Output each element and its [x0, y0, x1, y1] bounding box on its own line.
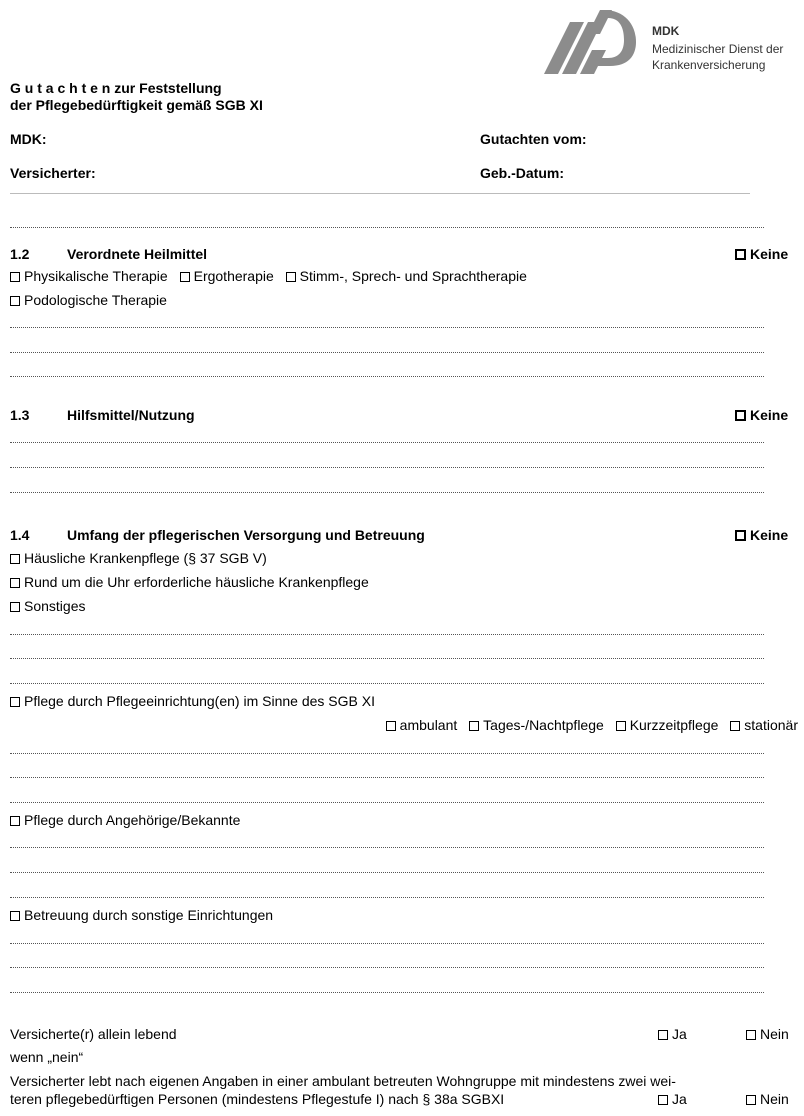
fill-line[interactable]: [10, 634, 764, 635]
option-kurzzeitpflege[interactable]: Kurzzeitpflege: [616, 717, 719, 733]
option-rund-um-die-uhr[interactable]: Rund um die Uhr erforderliche häusliche Krankenpflege: [10, 574, 369, 590]
option-sonstiges[interactable]: Sonstiges: [10, 598, 85, 614]
versicherter-label: Versicherter:: [10, 165, 96, 181]
option-physikalische-therapie[interactable]: Physikalische Therapie: [10, 268, 168, 284]
checkbox[interactable]: [10, 602, 20, 612]
fill-line[interactable]: [10, 847, 764, 848]
gutachten-date-label: Gutachten vom:: [480, 131, 587, 147]
logo-abbr: MDK: [652, 24, 680, 38]
section-1-2-number: 1.2: [10, 246, 30, 262]
title-rest: zur Feststellung: [110, 80, 222, 96]
checkbox[interactable]: [180, 272, 190, 282]
fill-line[interactable]: [10, 327, 764, 328]
allein-ja-option[interactable]: Ja: [658, 1026, 687, 1042]
wenn-nein-label: wenn „nein“: [10, 1049, 84, 1065]
section-1-2-title: Verordnete Heilmittel: [67, 246, 208, 262]
checkbox[interactable]: [730, 721, 740, 731]
checkbox[interactable]: [469, 721, 479, 731]
fill-line[interactable]: [10, 467, 764, 468]
logo-line1: Medizinischer Dienst der: [652, 42, 784, 56]
checkbox[interactable]: [735, 249, 746, 260]
wohngruppe-line-2: teren pflegebedürftigen Personen (mindestens Pflegestufe I) nach § 38a SGBXI: [10, 1091, 505, 1107]
checkbox[interactable]: [10, 554, 20, 564]
heilmittel-options-row: [10, 268, 535, 284]
option-stationaer[interactable]: stationär: [730, 717, 798, 733]
section-1-4-title: Umfang der pflegerischen Versorgung und Betreuung: [67, 527, 425, 543]
option-ambulant[interactable]: ambulant: [386, 717, 458, 733]
section-1-4-none[interactable]: [735, 527, 788, 543]
checkbox[interactable]: [286, 272, 296, 282]
fill-line[interactable]: [10, 658, 764, 659]
section-1-4-number: 1.4: [10, 527, 30, 543]
section-1-2-none[interactable]: [735, 246, 788, 262]
fill-line[interactable]: [10, 802, 764, 803]
checkbox[interactable]: [10, 296, 20, 306]
checkbox[interactable]: [10, 578, 20, 588]
wohngruppe-line-1: Versicherter lebt nach eigenen Angaben in einer ambulant betreuten Wohngruppe mit mindestens zwei wei-: [10, 1073, 676, 1089]
fill-line[interactable]: [10, 753, 764, 754]
fill-line[interactable]: [10, 352, 764, 353]
section-1-3-title: Hilfsmittel/Nutzung: [67, 407, 195, 423]
option-pflegeeinrichtung[interactable]: Pflege durch Pflegeeinrichtung(en) im Sinne des SGB XI: [10, 693, 375, 709]
option-angehoerige[interactable]: Pflege durch Angehörige/Bekannte: [10, 812, 240, 828]
page-subtitle: der Pflegebedürftigkeit gemäß SGB XI: [10, 97, 263, 113]
fill-line[interactable]: [10, 897, 764, 898]
checkbox[interactable]: [746, 1095, 756, 1105]
title-spaced: G u t a c h t e n: [10, 80, 111, 96]
einrichtung-types-row: [386, 717, 798, 733]
section-1-3-number: 1.3: [10, 407, 30, 423]
option-podologische-therapie[interactable]: Podologische Therapie: [10, 292, 167, 308]
header-divider: [10, 193, 750, 194]
geb-datum-label: Geb.-Datum:: [480, 165, 564, 181]
logo-line2: Krankenversicherung: [652, 58, 766, 72]
fill-line[interactable]: [10, 967, 764, 968]
checkbox[interactable]: [10, 272, 20, 282]
checkbox[interactable]: [735, 410, 746, 421]
section-1-3-none[interactable]: [735, 407, 788, 423]
checkbox[interactable]: [746, 1030, 756, 1040]
option-betreuung-einrichtungen[interactable]: Betreuung durch sonstige Einrichtungen: [10, 907, 273, 923]
fill-line[interactable]: [10, 777, 764, 778]
checkbox[interactable]: [10, 911, 20, 921]
checkbox[interactable]: [735, 530, 746, 541]
checkbox[interactable]: [658, 1095, 668, 1105]
none-label: Keine: [750, 527, 789, 543]
checkbox[interactable]: [10, 697, 20, 707]
fill-line[interactable]: [10, 683, 764, 684]
none-label: Keine: [750, 407, 789, 423]
wohngruppe-ja-option[interactable]: Ja: [658, 1091, 687, 1107]
option-ergotherapie[interactable]: Ergotherapie: [180, 268, 274, 284]
fill-line[interactable]: [10, 442, 764, 443]
allein-nein-option[interactable]: Nein: [746, 1026, 789, 1042]
page-title: [10, 80, 222, 96]
mdk-logo: [540, 6, 800, 78]
option-stimm-sprech-sprachtherapie[interactable]: Stimm-, Sprech- und Sprachtherapie: [286, 268, 527, 284]
checkbox[interactable]: [616, 721, 626, 731]
none-label: Keine: [750, 246, 789, 262]
mdk-logo-icon: [540, 6, 640, 78]
allein-lebend-label: Versicherte(r) allein lebend: [10, 1026, 177, 1042]
checkbox[interactable]: [658, 1030, 668, 1040]
wohngruppe-nein-option[interactable]: Nein: [746, 1091, 789, 1107]
fill-line[interactable]: [10, 227, 764, 228]
fill-line[interactable]: [10, 872, 764, 873]
checkbox[interactable]: [10, 816, 20, 826]
option-tages-nachtpflege[interactable]: Tages-/Nachtpflege: [469, 717, 604, 733]
fill-line[interactable]: [10, 492, 764, 493]
fill-line[interactable]: [10, 943, 764, 944]
fill-line[interactable]: [10, 992, 764, 993]
mdk-label: MDK:: [10, 131, 47, 147]
checkbox[interactable]: [386, 721, 396, 731]
option-haeusliche-krankenpflege[interactable]: Häusliche Krankenpflege (§ 37 SGB V): [10, 550, 267, 566]
fill-line[interactable]: [10, 376, 764, 377]
